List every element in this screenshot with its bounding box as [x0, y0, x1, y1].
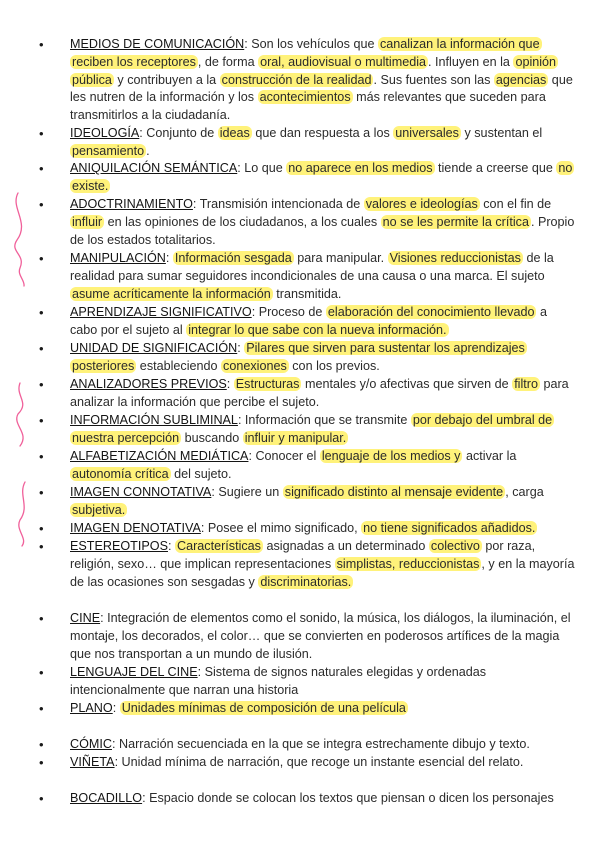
- highlighted-text: opinión pública: [72, 54, 557, 87]
- glossary-term: UNIDAD DE SIGNIFICACIÓN: [70, 341, 238, 355]
- glossary-item: [39, 36, 575, 125]
- definition-text: y sustentan el: [460, 126, 543, 140]
- definition-text: :: [237, 341, 245, 355]
- glossary-item: [39, 160, 575, 196]
- glossary-term: VIÑETA: [70, 755, 115, 769]
- highlighted-text: Características: [176, 539, 261, 553]
- highlighted-text: Visiones reduccionistas: [389, 251, 521, 265]
- highlighted-text: autonomía crítica: [72, 466, 169, 481]
- definition-text: .: [146, 143, 150, 158]
- bullet-icon: •: [39, 701, 44, 716]
- glossary-term: CÓMIC: [70, 737, 112, 751]
- definition-text: buscando: [181, 430, 243, 445]
- glossary-item: [39, 610, 575, 663]
- highlighted-text: ideas: [219, 126, 250, 140]
- bullet-icon: •: [39, 791, 44, 806]
- highlighted-text: oral, audiovisual o multimedia: [260, 54, 427, 69]
- definition-text: :: [167, 539, 175, 553]
- highlighted-text: lenguaje de los medios y: [321, 449, 461, 463]
- bullet-icon: •: [39, 305, 44, 320]
- highlighted-text: conexiones: [223, 358, 287, 373]
- glossary-item: [39, 538, 575, 591]
- highlighted-text: elaboración del conocimiento llevado: [327, 305, 535, 319]
- highlighted-text: simplistas, reduccionistas: [336, 556, 480, 571]
- highlighted-text: no se les permite la crítica: [382, 214, 529, 229]
- definition-text: : Espacio donde se colocan los textos que piensan o dicen los personajes: [142, 791, 554, 805]
- glossary-item: [39, 340, 575, 376]
- highlighted-text: subjetiva.: [72, 502, 126, 517]
- glossary-item: [39, 250, 575, 303]
- glossary-term: ESTEREOTIPOS: [70, 539, 168, 553]
- bullet-icon: •: [39, 611, 44, 626]
- glossary-term: IMAGEN DENOTATIVA: [70, 521, 201, 535]
- highlighted-text: no existe.: [72, 161, 573, 193]
- definition-text: del sujeto.: [170, 466, 232, 481]
- definition-text: :: [165, 251, 173, 265]
- bullet-icon: •: [39, 665, 44, 680]
- definition-text: : Proceso de: [251, 305, 326, 319]
- definition-text: : Unidad mínima de narración, que recoge un instante esencial del relato.: [114, 755, 524, 769]
- glossary-item: [39, 376, 575, 412]
- glossary-term: IMAGEN CONNOTATIVA: [70, 485, 212, 499]
- pink-margin-stroke: [19, 482, 25, 546]
- definition-text: : Sugiere un: [211, 485, 283, 499]
- glossary-item: [39, 125, 575, 161]
- definition-text: activar la: [462, 449, 517, 463]
- highlighted-text: Información sesgada: [174, 251, 292, 265]
- bullet-icon: •: [39, 737, 44, 752]
- bullet-icon: •: [39, 161, 44, 176]
- glossary-term: ADOCTRINAMIENTO: [70, 197, 193, 211]
- glossary-item: [39, 754, 575, 772]
- pink-margin-stroke: [15, 193, 24, 286]
- glossary-term: MEDIOS DE COMUNICACIÓN: [70, 37, 245, 51]
- glossary-item: [39, 520, 575, 538]
- glossary-item: [39, 700, 575, 718]
- highlighted-text: valores e ideologías: [365, 197, 478, 211]
- glossary-term: CINE: [70, 611, 101, 625]
- bullet-icon: •: [39, 755, 44, 770]
- highlighted-text: construcción de la realidad: [221, 72, 372, 87]
- glossary-item: [39, 304, 575, 340]
- highlighted-text: filtro: [514, 377, 538, 391]
- definition-text: : Narración secuenciada en la que se integra estrechamente dibujo y texto.: [111, 737, 530, 751]
- highlighted-text: agencias: [495, 72, 547, 87]
- definition-text: . Sus fuentes son las: [373, 72, 494, 87]
- bullet-icon: •: [39, 449, 44, 464]
- highlighted-text: Unidades mínimas de composición de una película: [121, 701, 406, 715]
- highlighted-text: influir y manipular.: [244, 430, 347, 445]
- glossary-term: BOCADILLO: [70, 791, 143, 805]
- highlighted-text: Pilares que sirven para sustentar los aprendizajes posteriores: [72, 341, 525, 373]
- bullet-icon: •: [39, 197, 44, 212]
- pink-margin-stroke: [17, 383, 23, 446]
- definition-text: , de forma: [197, 54, 259, 69]
- definition-text: : Información que se transmite: [237, 413, 411, 427]
- definition-text: a cabo por el sujeto al: [70, 305, 547, 337]
- highlighted-text: acontecimientos: [259, 90, 351, 105]
- definition-text: con los previos.: [288, 358, 380, 373]
- definition-text: : Conocer el: [248, 449, 320, 463]
- bullet-icon: •: [39, 485, 44, 500]
- definition-text: por raza, religión, sexo… que implican representaciones: [70, 539, 536, 571]
- glossary-item: [39, 790, 575, 808]
- definition-text: :: [112, 701, 120, 715]
- bullet-icon: •: [39, 413, 44, 428]
- glossary-item: [39, 448, 575, 484]
- definition-text: . Influyen en la: [428, 54, 514, 69]
- bullet-icon: •: [39, 539, 44, 554]
- glossary-item: [39, 736, 575, 754]
- definition-text: , y en la mayoría de las ocasiones son sesgadas y: [70, 556, 575, 589]
- highlighted-text: influir: [72, 214, 103, 229]
- glossary-term: INFORMACIÓN SUBLIMINAL: [70, 413, 238, 427]
- bullet-icon: •: [39, 126, 44, 141]
- bullet-icon: •: [39, 521, 44, 536]
- highlighted-text: discriminatorias.: [260, 574, 352, 589]
- definition-text: , carga: [505, 485, 544, 499]
- glossary-term: IDEOLOGÍA: [70, 126, 140, 140]
- definition-text: de la realidad para sumar seguidores incondicionales de una causa o una marca. El sujeto: [70, 251, 554, 283]
- glossary-term: MANIPULACIÓN: [70, 251, 166, 265]
- highlighted-text: por debajo del umbral de nuestra percepción: [72, 413, 553, 445]
- definition-text: que dan respuesta a los: [251, 126, 394, 140]
- glossary-term: PLANO: [70, 701, 113, 715]
- glossary-term: ALFABETIZACIÓN MEDIÁTICA: [70, 449, 249, 463]
- highlighted-text: colectivo: [430, 539, 480, 553]
- highlighted-text: universales: [395, 126, 459, 140]
- definition-text: más relevantes que suceden para transmitirlos a la ciudadanía.: [70, 90, 546, 123]
- definition-text: mentales y/o afectivas que sirven de: [301, 377, 513, 391]
- definition-text: para manipular.: [293, 251, 388, 265]
- highlighted-text: canalizan la información que reciben los receptores: [72, 37, 540, 69]
- bullet-icon: •: [39, 251, 44, 266]
- definition-text: : Lo que: [237, 161, 287, 175]
- glossary-term: ANIQUILACIÓN SEMÁNTICA: [70, 161, 238, 175]
- definition-text: : Conjunto de: [139, 126, 218, 140]
- glossary-term: APRENDIZAJE SIGNIFICATIVO: [70, 305, 252, 319]
- definition-text: : Transmisión intencionada de: [192, 197, 364, 211]
- highlighted-text: asume acríticamente la información: [72, 286, 271, 301]
- glossary-item: [39, 664, 575, 700]
- definition-text: estableciendo: [136, 358, 222, 373]
- definition-text: en las opiniones de los ciudadanos, a los cuales: [104, 214, 381, 229]
- highlighted-text: pensamiento: [72, 143, 145, 158]
- definition-text: que les nutren de la información y los: [70, 72, 573, 105]
- bullet-icon: •: [39, 37, 44, 52]
- highlighted-text: significado distinto al mensaje evidente: [284, 485, 504, 499]
- highlighted-text: no tiene significados añadidos.: [363, 521, 536, 535]
- definition-text: : Sistema de signos naturales elegidas y ordenadas intencionalmente que narran una historia: [70, 665, 487, 697]
- definition-text: con el fin de: [479, 197, 552, 211]
- glossary-item: [39, 412, 575, 448]
- definition-text: asignadas a un determinado: [262, 539, 429, 553]
- bullet-icon: •: [39, 341, 44, 356]
- definition-text: : Integración de elementos como el sonido, la música, los diálogos, la iluminación, el montaje, los decorados, el color… que se convierten en poderosos artífices de la magia que nos transportan a un mundo de ilusión.: [70, 611, 571, 661]
- definition-text: . Propio de los estados totalitarios.: [70, 214, 575, 247]
- definition-text: transmitida.: [272, 286, 342, 301]
- highlighted-text: Estructuras: [235, 377, 300, 391]
- definition-text: para analizar la información que percibe el sujeto.: [70, 377, 569, 409]
- definition-text: y contribuyen a la: [113, 72, 220, 87]
- highlighted-text: no aparece en los medios: [288, 161, 433, 175]
- highlighted-text: integrar lo que sabe con la nueva información.: [188, 322, 447, 337]
- definition-text: : Posee el mimo significado,: [200, 521, 362, 535]
- definition-text: : Son los vehículos que: [244, 37, 378, 51]
- definition-text: :: [226, 377, 234, 391]
- glossary-item: [39, 484, 575, 520]
- definition-text: tiende a creerse que: [434, 161, 557, 175]
- glossary-term: LENGUAJE DEL CINE: [70, 665, 198, 679]
- glossary-term: ANALIZADORES PREVIOS: [70, 377, 227, 391]
- bullet-icon: •: [39, 377, 44, 392]
- glossary-item: [39, 196, 575, 249]
